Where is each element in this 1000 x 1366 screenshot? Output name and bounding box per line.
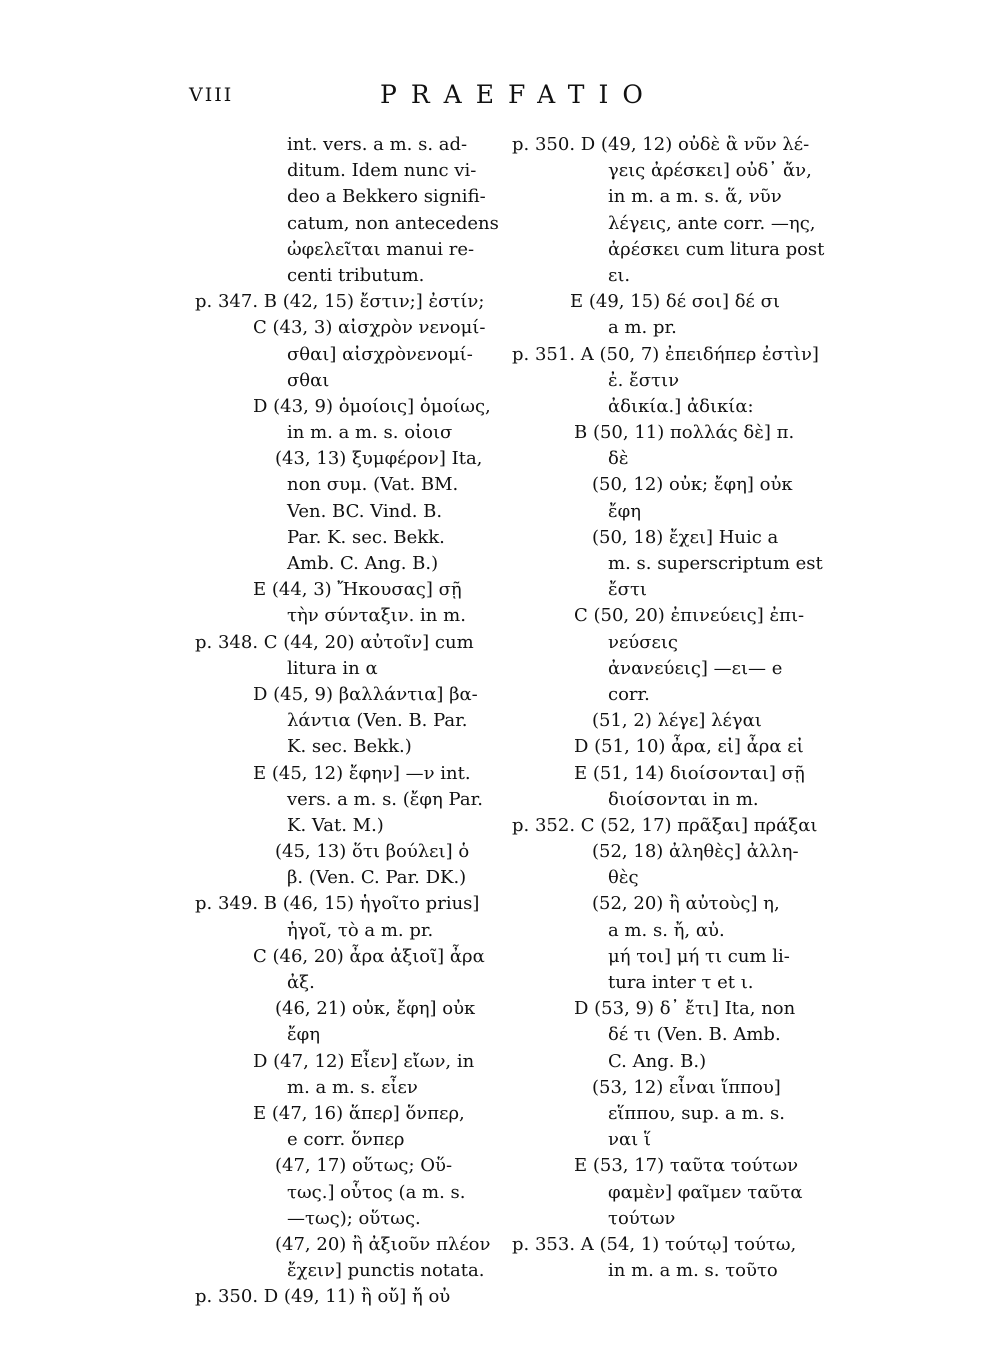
text-line: tura inter τ et ι. — [608, 972, 754, 993]
text-line: int. vers. a m. s. ad- — [287, 134, 468, 155]
text-line: a m. pr. — [608, 317, 677, 339]
text-line: (53, 12) εἶναι ἵππου] — [592, 1076, 781, 1098]
text-line: λάντια (Ven. B. Par. — [287, 710, 468, 732]
text-line: p. 350. D (49, 12) οὐδὲ ἃ νῦν λέ- — [512, 134, 810, 155]
text-line: ἔφη — [608, 500, 642, 522]
text-line: τούτων — [608, 1207, 676, 1229]
text-line: β. (Ven. C. Par. DK.) — [287, 867, 467, 889]
text-line: E (51, 14) διοίσονται] σῇ — [574, 762, 805, 784]
text-line: a m. s. ἤ, αὐ. — [608, 919, 725, 941]
text-line: p. 353. A (54, 1) τούτῳ] τούτω, — [512, 1233, 797, 1255]
text-line: ἔφη — [287, 1024, 321, 1046]
text-line: γεις ἀρέσκει] οὐδ᾽ ἄν, — [608, 160, 812, 182]
text-line: (50, 12) οὐκ; ἔφη] οὐκ — [592, 474, 793, 496]
text-line: ἔχειν] punctis notata. — [287, 1260, 485, 1282]
text-line: θὲς — [608, 867, 639, 889]
text-line: ἀξ. — [287, 972, 315, 993]
text-line: D (51, 10) ἆρα, εἰ] ἆρα εἰ — [574, 736, 804, 758]
text-line: in m. a m. s. τοῦτο — [608, 1260, 778, 1282]
text-line: vers. a m. s. (ἔφη Par. — [287, 788, 483, 810]
text-line: Amb. C. Ang. B.) — [287, 553, 439, 574]
text-line: τὴν σύνταξιν. in m. — [287, 605, 466, 627]
text-line: E (53, 17) ταῦτα τούτων — [574, 1155, 799, 1177]
text-line: catum, non antecedens — [287, 212, 499, 234]
text-line: ἡγοῖ, τὸ a m. pr. — [287, 919, 434, 941]
text-line: C (50, 20) ἐπινεύεις] ἐπι- — [574, 605, 805, 627]
text-line: δέ τι (Ven. B. Amb. — [608, 1024, 781, 1046]
text-line: (47, 17) οὕτως; Οὕ- — [275, 1155, 453, 1177]
text-line: φαμὲν] φαῖμεν ταῦτα — [608, 1181, 803, 1203]
text-line: (45, 13) ὅτι βούλει] ὁ — [275, 841, 470, 863]
text-line: D (43, 9) ὁμοίοις] ὁμοίως, — [253, 395, 491, 417]
text-line: εἵππου, sup. a m. s. — [608, 1102, 785, 1124]
text-line: Par. K. sec. Bekk. — [287, 526, 445, 548]
text-line: ναι ἵ — [608, 1129, 651, 1151]
text-line: D (47, 12) Εἶεν] εἴων, in — [253, 1050, 475, 1072]
text-line: K. sec. Bekk.) — [287, 736, 412, 758]
text-line: ἀδικία.] ἀδικία: — [608, 395, 754, 417]
text-line: (46, 21) οὐκ, ἔφη] οὐκ — [275, 998, 476, 1020]
page-number: VIII — [189, 84, 234, 106]
text-line: e corr. ὅνπερ — [287, 1129, 405, 1151]
text-line: δὲ — [608, 448, 629, 470]
text-line: C (46, 20) ἆρα ἀξιοῖ] ἆρα — [253, 945, 485, 967]
text-line: p. 350. D (49, 11) ἢ οὔ] ἤ οὐ — [195, 1286, 451, 1308]
text-line: ἀνανεύεις] —ει— e — [608, 657, 783, 679]
text-line: (50, 18) ἔχει] Huic a — [592, 526, 779, 548]
text-line: corr. — [608, 683, 650, 705]
text-line: ὠφελεῖται manui re- — [287, 238, 475, 260]
text-line: non συμ. (Vat. BM. — [287, 474, 459, 496]
text-line: p. 348. C (44, 20) αὐτοῖν] cum — [195, 631, 474, 653]
text-line: νεύσεις — [608, 631, 678, 653]
text-line: (52, 18) ἀληθὲς] ἀλλη- — [592, 841, 799, 863]
text-line: μή τοι] μή τι cum li- — [608, 945, 790, 967]
text-line: τως.] οὗτος (a m. s. — [287, 1181, 466, 1203]
text-line: p. 352. C (52, 17) πρᾶξαι] πράξαι — [512, 814, 818, 836]
text-line: D (45, 9) βαλλάντια] βα- — [253, 683, 478, 705]
text-line: K. Vat. M.) — [287, 814, 384, 836]
text-line: centi tributum. — [287, 264, 425, 286]
text-line: D (53, 9) δ᾽ ἔτι] Ita, non — [574, 998, 796, 1020]
text-line: C (43, 3) αἰσχρὸν νενομί- — [253, 317, 486, 339]
text-line: ἐ. ἔστιν — [608, 369, 680, 391]
text-line: (47, 20) ἢ ἀξιοῦν πλέον — [275, 1233, 491, 1255]
text-line: C. Ang. B.) — [608, 1050, 707, 1072]
text-line: Ven. BC. Vind. B. — [287, 500, 443, 522]
text-line: (43, 13) ξυμφέρον] Ita, — [275, 448, 483, 470]
left-column — [195, 132, 505, 1310]
text-line: E (47, 16) ἅπερ] ὅνπερ, — [253, 1102, 465, 1124]
text-line: σθαι] αἰσχρὸνενομί- — [287, 343, 473, 365]
text-line: m. a m. s. εἶεν — [287, 1076, 418, 1098]
text-line: p. 349. B (46, 15) ἡγοῖτο prius] — [195, 893, 480, 915]
text-line: ἀρέσκει cum litura post — [608, 238, 825, 260]
text-line: E (45, 12) ἔφην] —ν int. — [253, 762, 471, 784]
text-line: litura in α — [287, 657, 378, 679]
text-line: B (50, 11) πολλάς δὲ] π. — [574, 422, 795, 444]
text-line: E (49, 15) δέ σοι] δέ σι — [570, 291, 780, 313]
text-line: E (44, 3) Ἤκουσας] σῇ — [253, 579, 462, 601]
running-title: PRAEFATIO — [380, 80, 657, 109]
text-line: ἔστι — [608, 579, 647, 601]
text-line: deo a Bekkero signifi- — [287, 186, 486, 208]
right-column — [512, 132, 825, 1284]
text-line: σθαι — [287, 369, 330, 391]
text-line: p. 351. A (50, 7) ἐπειδήπερ ἐστὶν] — [512, 343, 819, 365]
text-line: (51, 2) λέγε] λέγαι — [592, 710, 762, 732]
text-line: ει. — [608, 264, 631, 286]
text-line: ditum. Idem nunc vi- — [287, 160, 477, 182]
text-line: in m. a m. s. οἰοισ — [287, 422, 453, 444]
text-line: in m. a m. s. ἅ, νῦν — [608, 186, 782, 208]
text-line: (52, 20) ἢ αὐτοὺς] η, — [592, 893, 780, 915]
text-line: m. s. superscriptum est — [608, 553, 823, 574]
text-line: διοίσονται in m. — [608, 788, 759, 810]
text-line: λέγεις, ante corr. —ης, — [608, 212, 816, 234]
text-line: —τως); οὕτως. — [287, 1207, 421, 1229]
text-line: p. 347. B (42, 15) ἔστιν;] ἐστίν; — [195, 291, 485, 313]
